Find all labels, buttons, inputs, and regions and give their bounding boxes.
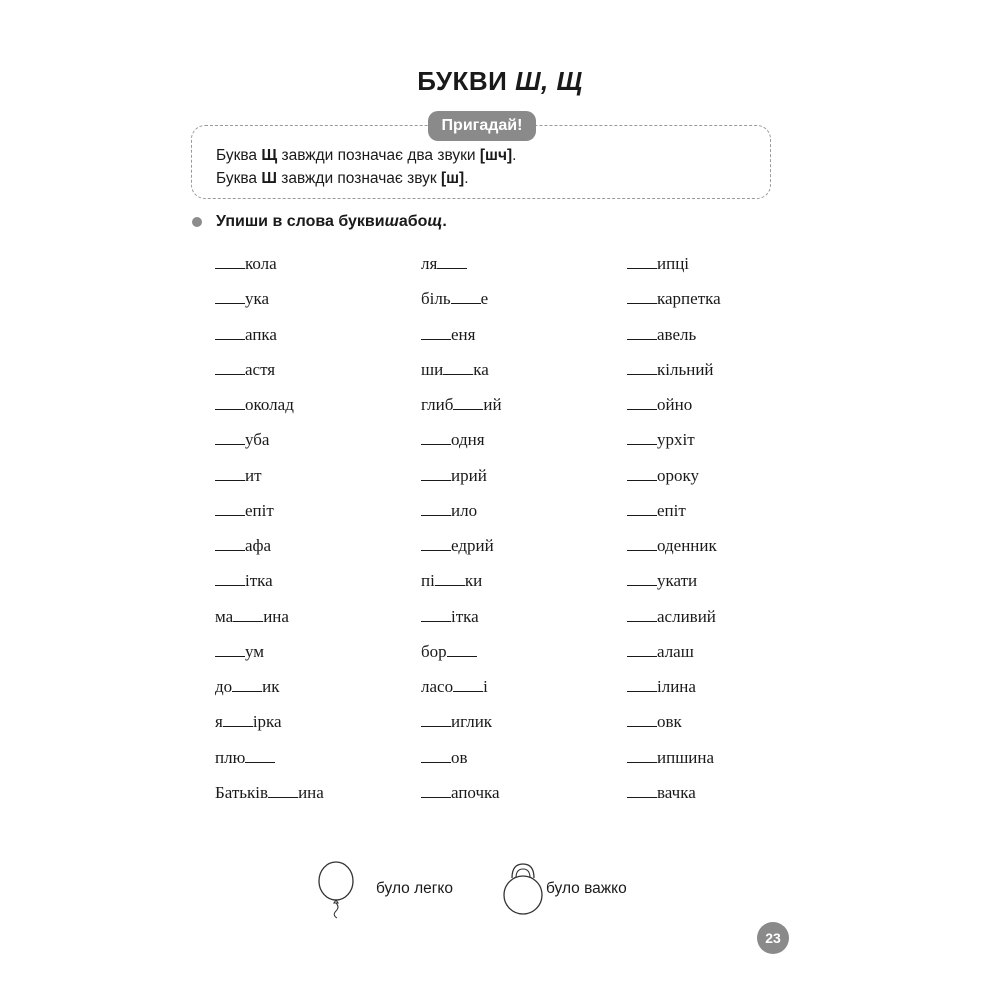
word-suffix: авель xyxy=(657,324,697,344)
letter-blank[interactable] xyxy=(215,642,245,657)
word-item xyxy=(627,712,721,747)
letter-blank[interactable] xyxy=(627,677,657,692)
word-item xyxy=(215,325,324,360)
word-suffix: ірка xyxy=(252,712,282,732)
word-item xyxy=(421,501,502,536)
word-item xyxy=(421,642,502,677)
letter-blank[interactable] xyxy=(435,571,465,586)
word-item xyxy=(421,395,502,430)
word-item xyxy=(215,254,324,289)
word-suffix: карпетка xyxy=(657,289,721,309)
title-letters: Ш, Щ xyxy=(515,66,583,96)
word-item xyxy=(215,395,324,430)
balloon-icon xyxy=(316,858,376,920)
word-item xyxy=(215,712,324,747)
word-item xyxy=(627,430,721,465)
word-suffix: ка xyxy=(473,359,489,379)
task-text: або xyxy=(398,213,428,230)
word-suffix: ит xyxy=(245,465,262,485)
letter-blank[interactable] xyxy=(421,466,451,481)
word-item xyxy=(627,642,721,677)
letter-blank[interactable] xyxy=(627,642,657,657)
word-item xyxy=(421,430,502,465)
word-item xyxy=(215,607,324,642)
title-prefix: БУКВИ xyxy=(417,66,516,96)
word-suffix: оденник xyxy=(657,536,717,555)
letter-blank[interactable] xyxy=(627,712,657,727)
word-suffix: едрий xyxy=(451,536,494,555)
letter-blank[interactable] xyxy=(245,748,275,763)
reminder-letter: Ш xyxy=(261,170,277,187)
self-check-hard-label: було важко xyxy=(546,880,627,897)
word-item xyxy=(421,325,502,360)
word-item xyxy=(627,254,721,289)
word-suffix: афа xyxy=(245,536,272,555)
letter-blank[interactable] xyxy=(627,607,657,622)
word-suffix: ки xyxy=(464,571,483,591)
letter-blank[interactable] xyxy=(627,430,657,445)
word-item xyxy=(215,677,324,712)
letter-blank[interactable] xyxy=(421,325,451,340)
reminder-badge: Пригадай! xyxy=(428,111,536,141)
self-check-easy[interactable] xyxy=(316,858,453,920)
word-item xyxy=(627,677,721,712)
word-item xyxy=(215,748,324,783)
letter-blank[interactable] xyxy=(627,466,657,481)
word-suffix: і xyxy=(483,677,488,696)
word-suffix: ина xyxy=(298,782,324,802)
letter-blank[interactable] xyxy=(437,254,467,269)
word-item xyxy=(421,289,502,324)
word-suffix: ипці xyxy=(657,254,690,273)
word-item xyxy=(627,607,721,642)
letter-blank[interactable] xyxy=(232,677,262,692)
word-item xyxy=(215,783,324,818)
letter-blank[interactable] xyxy=(627,254,657,269)
word-suffix: епіт xyxy=(245,500,274,520)
word-suffix: ітка xyxy=(245,571,273,591)
reminder-line-2 xyxy=(216,170,469,188)
reminder-text: завжди позначає два звуки xyxy=(277,147,480,164)
reminder-text: завжди позначає звук xyxy=(276,170,441,187)
word-item xyxy=(215,466,324,501)
letter-blank[interactable] xyxy=(627,501,657,516)
word-suffix: ойно xyxy=(657,395,693,414)
word-suffix: ина xyxy=(263,606,289,626)
letter-blank[interactable] xyxy=(627,748,657,763)
letter-blank[interactable] xyxy=(215,501,245,516)
word-suffix: еня xyxy=(451,324,476,344)
letter-blank[interactable] xyxy=(421,430,451,445)
word-suffix: кола xyxy=(245,254,277,273)
word-prefix: ласо xyxy=(421,677,454,696)
word-item xyxy=(627,783,721,818)
word-suffix: ілина xyxy=(657,677,696,696)
word-suffix: овк xyxy=(657,712,682,732)
word-suffix: кільний xyxy=(657,359,714,379)
page-title xyxy=(0,66,1000,97)
reminder-text: Буква xyxy=(216,147,262,164)
word-item xyxy=(627,501,721,536)
letter-blank[interactable] xyxy=(268,783,298,798)
word-item xyxy=(215,360,324,395)
letter-blank[interactable] xyxy=(215,395,245,410)
letter-blank[interactable] xyxy=(627,360,657,375)
word-item xyxy=(215,642,324,677)
letter-blank[interactable] xyxy=(215,289,245,304)
word-suffix: ирий xyxy=(451,465,487,485)
word-item xyxy=(627,325,721,360)
word-prefix: пі xyxy=(421,571,435,591)
word-item xyxy=(627,748,721,783)
letter-blank[interactable] xyxy=(421,783,451,798)
letter-blank[interactable] xyxy=(215,325,245,340)
word-item xyxy=(421,254,502,289)
word-prefix: до xyxy=(215,677,233,696)
word-prefix: ма xyxy=(215,606,234,626)
word-suffix: ов xyxy=(451,747,468,767)
word-suffix: ум xyxy=(245,641,265,661)
letter-blank[interactable] xyxy=(627,783,657,798)
word-suffix: укати xyxy=(657,571,698,591)
word-column-2 xyxy=(421,254,502,818)
reminder-text: . xyxy=(512,147,517,164)
page-number: 23 xyxy=(757,922,789,954)
letter-blank[interactable] xyxy=(421,712,451,727)
word-suffix: иглик xyxy=(451,712,493,732)
bullet-icon xyxy=(192,217,202,227)
word-suffix: ило xyxy=(451,500,478,520)
reminder-line-1 xyxy=(216,147,516,165)
word-item xyxy=(627,571,721,606)
word-item xyxy=(421,571,502,606)
reminder-text: Буква xyxy=(216,170,262,187)
task-text: . xyxy=(442,213,447,230)
word-prefix: ля xyxy=(421,254,438,273)
word-suffix: ороку xyxy=(657,465,700,485)
letter-blank[interactable] xyxy=(215,254,245,269)
word-prefix: бор xyxy=(421,641,447,661)
letter-blank[interactable] xyxy=(627,536,657,551)
word-suffix: е xyxy=(480,289,489,309)
kettlebell-icon xyxy=(500,858,546,920)
word-item xyxy=(215,571,324,606)
word-suffix: апочка xyxy=(451,782,500,802)
letter-blank[interactable] xyxy=(215,466,245,481)
word-prefix: глиб xyxy=(421,395,454,414)
word-suffix: околад xyxy=(245,395,294,414)
task-letter: щ xyxy=(427,213,443,230)
word-item xyxy=(215,289,324,324)
word-item xyxy=(421,677,502,712)
letter-blank[interactable] xyxy=(215,360,245,375)
word-suffix: ий xyxy=(483,395,502,414)
word-item xyxy=(421,712,502,747)
word-suffix: асливий xyxy=(657,606,716,626)
word-column-1 xyxy=(215,254,324,818)
word-item xyxy=(627,360,721,395)
letter-blank[interactable] xyxy=(627,325,657,340)
letter-blank[interactable] xyxy=(453,677,483,692)
word-suffix: астя xyxy=(245,359,276,379)
letter-blank[interactable] xyxy=(451,289,481,304)
word-prefix: ши xyxy=(421,359,444,379)
word-item xyxy=(421,466,502,501)
word-prefix: Батьків xyxy=(215,782,269,802)
word-item xyxy=(421,536,502,571)
letter-blank[interactable] xyxy=(215,571,245,586)
letter-blank[interactable] xyxy=(233,607,263,622)
word-suffix: алаш xyxy=(657,641,694,661)
task-instruction xyxy=(192,213,447,231)
word-suffix: одня xyxy=(451,430,485,450)
letter-blank[interactable] xyxy=(215,430,245,445)
reminder-text: . xyxy=(464,170,469,187)
word-prefix: біль xyxy=(421,289,451,309)
word-suffix: урхіт xyxy=(657,430,695,450)
reminder-letter: Щ xyxy=(261,147,278,164)
word-item xyxy=(627,395,721,430)
letter-blank[interactable] xyxy=(421,748,451,763)
letter-blank[interactable] xyxy=(421,536,451,551)
word-column-3 xyxy=(627,254,721,818)
self-check-easy-label: було легко xyxy=(376,880,453,897)
word-item xyxy=(421,607,502,642)
word-suffix: ипшина xyxy=(657,747,715,767)
word-item xyxy=(627,289,721,324)
self-check-hard[interactable] xyxy=(500,858,627,920)
word-item xyxy=(627,536,721,571)
word-prefix: плю xyxy=(215,747,246,767)
word-item xyxy=(421,783,502,818)
word-suffix: епіт xyxy=(657,500,686,520)
reminder-sound: [шч] xyxy=(479,147,513,164)
letter-blank[interactable] xyxy=(627,395,657,410)
word-item xyxy=(215,430,324,465)
letter-blank[interactable] xyxy=(627,289,657,304)
letter-blank[interactable] xyxy=(627,571,657,586)
word-item xyxy=(627,466,721,501)
word-suffix: ик xyxy=(262,677,280,696)
letter-blank[interactable] xyxy=(421,501,451,516)
letter-blank[interactable] xyxy=(223,712,253,727)
word-suffix: вачка xyxy=(657,782,696,802)
letter-blank[interactable] xyxy=(443,360,473,375)
word-item xyxy=(215,501,324,536)
word-suffix: уба xyxy=(245,430,270,450)
word-suffix: ітка xyxy=(451,606,479,626)
letter-blank[interactable] xyxy=(421,607,451,622)
letter-blank[interactable] xyxy=(215,536,245,551)
word-suffix: ука xyxy=(245,289,270,309)
letter-blank[interactable] xyxy=(453,395,483,410)
word-item xyxy=(421,748,502,783)
reminder-sound: [ш] xyxy=(440,170,465,187)
task-text: Упиши в слова букви xyxy=(216,213,385,230)
letter-blank[interactable] xyxy=(447,642,477,657)
word-item xyxy=(421,360,502,395)
word-suffix: апка xyxy=(245,324,277,344)
task-letter: ш xyxy=(384,213,399,230)
word-item xyxy=(215,536,324,571)
word-prefix: я xyxy=(215,712,223,732)
